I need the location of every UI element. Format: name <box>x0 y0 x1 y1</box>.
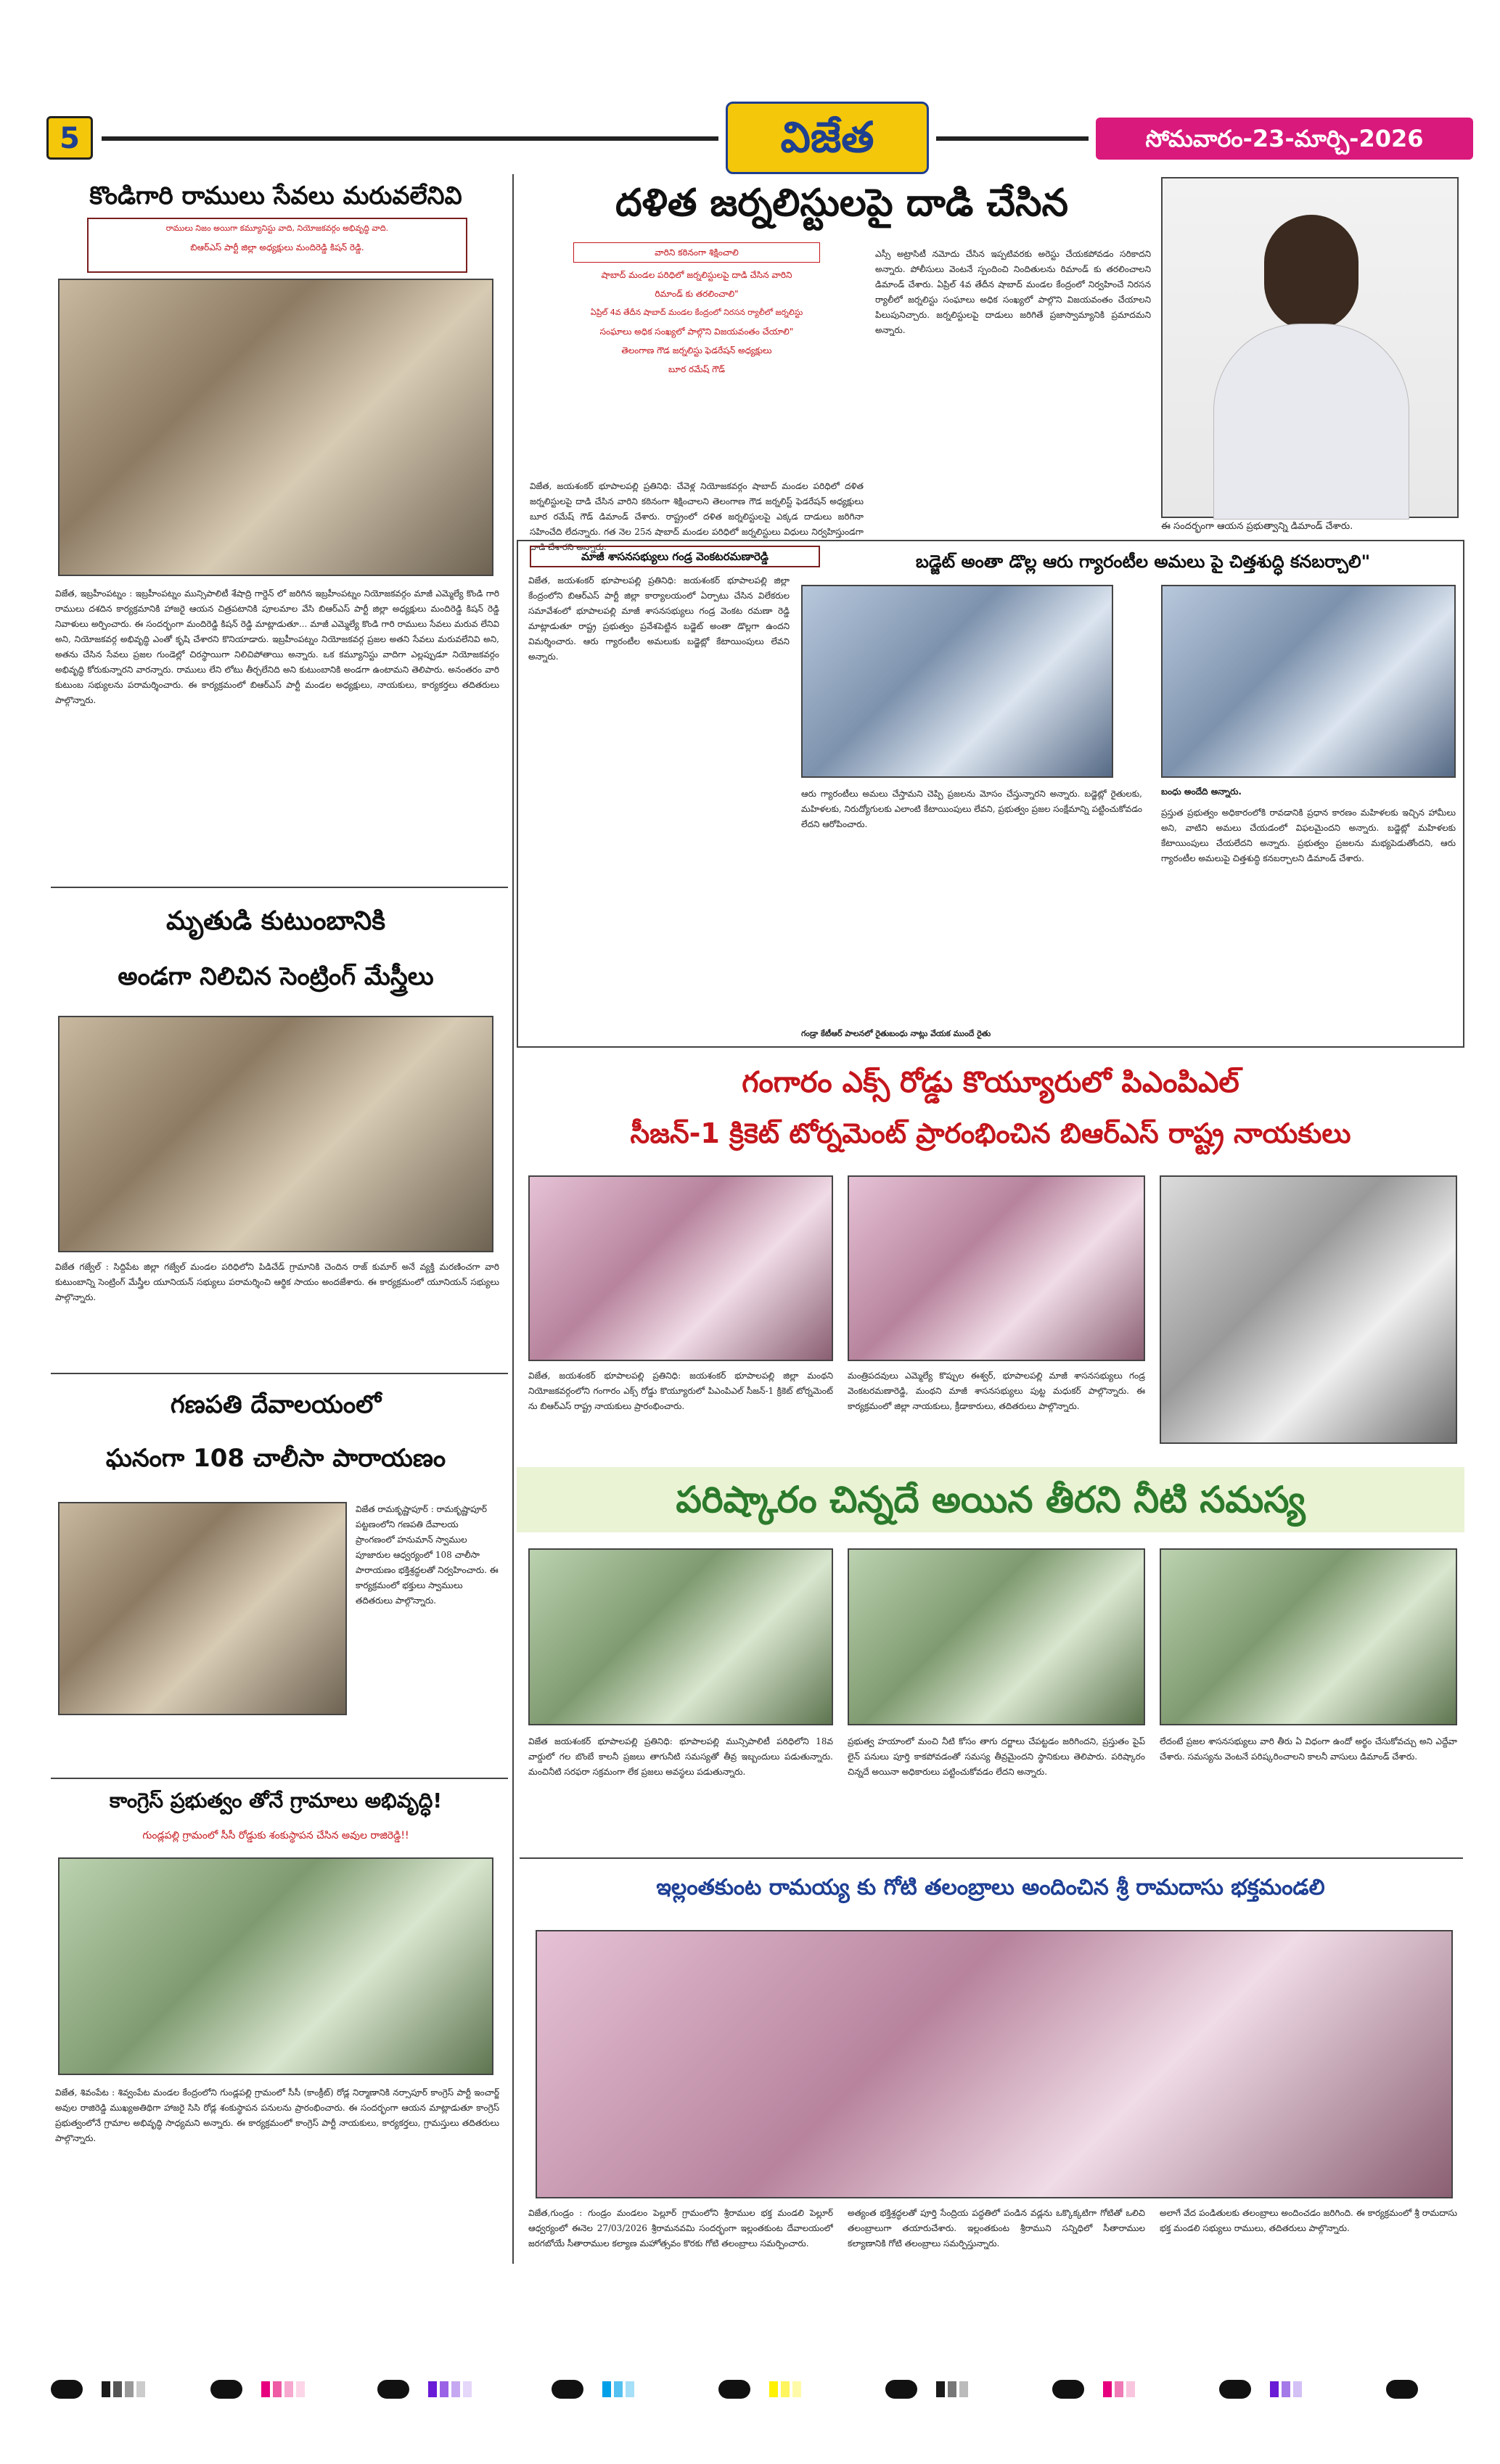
story1-subhead-line1: రాములు నిజం అయిగా కమ్యూనిస్టు వాది, నియోజకవర్గం అభివృద్ధి వాది. <box>165 223 389 233</box>
swatch <box>1270 2381 1279 2397</box>
top-sub-line-2: షాబాద్ మండల పరిధిలో జర్నలిస్టులపై దాడి చేసిన వారిని <box>601 270 792 280</box>
issue-date: సోమవారం-23-మార్చి-2026 <box>1145 125 1424 152</box>
swatch <box>1126 2381 1135 2397</box>
top-sub-line-5: సంఘాలు అధిక సంఖ్యలో పాల్గొని విజయవంతం చేయాలి" <box>599 327 794 337</box>
story1-subhead-box <box>87 218 467 273</box>
budget-photo-2 <box>1161 585 1456 778</box>
water-body-col1: విజేత జయశంకర్ భూపాలపల్లి ప్రతినిధి: భూపాలపల్లి మున్సిపాలిటీ పరిధిలోని 18వ వార్డులో గల బొంబే కాలనీ ప్రజలు తాగునీటి సమస్యతో తీవ్ర ఇబ్బందులు పడుతున్నారు. మంచినీటి సరఫరా సక్రమంగా లేక ప్రజలు అవస్థలు పడుతున్నారు. <box>528 1736 833 1777</box>
registration-mark <box>718 2380 750 2399</box>
swatch <box>626 2381 634 2397</box>
registration-mark <box>377 2380 409 2399</box>
budget-body-col1: విజేత, జయశంకర్ భూపాలపల్లి ప్రతినిధి: జయశంకర్ భూపాలపల్లి జిల్లా కేంద్రంలోని బిఆర్ఎస్ పార్టీ జిల్లా కార్యాలయంలో ఏర్పాటు చేసిన విలేకరుల సమావేశంలో భూపాలపల్లి మాజీ శాసనసభ్యులు గండ్ర వెంకట రమణా రెడ్డి మాట్లాడుతూ రాష్ట్ర ప్రభుత్వం ప్రవేశపెట్టిన బడ్జెట్ అంతా డొల్లగా ఉందని విమర్శించారు. ఆరు గ్యారంటీల అమలుకు బడ్జెట్లో కేటాయింపులు లేవని అన్నారు. <box>528 575 790 662</box>
water-photo-1 <box>528 1548 833 1725</box>
top-body-col2: ఎస్సీ అట్రాసిటీ నమోదు చేసిన ఇప్పటివరకు అరెస్టు చేయకపోవడం సరికాదని అన్నారు. పోలీసులు వెంటనే స్పందించి నిందితులను రిమాండ్ కు తరలించాలని డిమాండ్ చేశారు. ఏప్రిల్ 4వ తేదీన షాబాద్ మండల కేంద్రంలో నిర్వహించే నిరసన ర్యాలీలో జర్నలిస్టు సంఘాలు అధిక సంఖ్యలో పాల్గొని విజయవంతం చేయాలని పిలుపునిచ్చారు. జర్నలిస్టులపై దాడులు జరిగితే ప్రజాస్వామ్యానికి ప్రమాదమని అన్నారు. <box>875 249 1151 335</box>
registration-mark <box>885 2380 917 2399</box>
temple-body-col3: అలాగే వేద పండితులకు తలంబ్రాలు అందించడం జరిగింది. ఈ కార్యక్రమంలో శ్రీ రామదాసు భక్త మండలి సభ్యులు రాములు, తదితరులు పాల్గొన్నారు. <box>1160 2208 1457 2233</box>
date-bar <box>1096 118 1473 160</box>
swatch <box>125 2381 134 2397</box>
swatch <box>614 2381 623 2397</box>
budget-body-col2: ఆరు గ్యారంటీలు అమలు చేస్తామని చెప్పి ప్రజలను మోసం చేస్తున్నారని అన్నారు. బడ్జెట్లో రైతులకు, మహిళలకు, నిరుద్యోగులకు ఎలాంటి కేటాయింపులు లేవని, ప్రభుత్వం ప్రజల సంక్షేమాన్ని పట్టించుకోవడం లేదని ఆరోపించారు. <box>801 789 1142 829</box>
water-body-col2: ప్రభుత్వ హయాంలో మంచి నీటి కోసం తాగు దర్జాలు చేపట్టడం జరిగిందని, ప్రస్తుతం పైప్ లైన్ పనులు పూర్తి కాకపోవడంతో సమస్య తీవ్రమైందని స్థానికులు తెలిపారు. పరిష్కారం చిన్నదే అయినా అధికారులు పట్టించుకోవడం లేదని అన్నారు. <box>848 1736 1145 1777</box>
rule-left-3 <box>51 1778 508 1779</box>
budget-photo-1 <box>801 585 1113 778</box>
budget-photo-caption-small: గండ్రా కేటీఆర్ పాలనలో రైతుబంధు నాట్లు వేయక ముందే రైతు <box>801 1029 991 1038</box>
story4-subhead-box <box>58 1823 493 1849</box>
story1-headline: కొండిగారి రాములు సేవలు మరువలేనివి <box>89 181 462 210</box>
swatch <box>781 2381 790 2397</box>
swatch <box>769 2381 778 2397</box>
top-portrait-caption: ఈ సందర్భంగా ఆయన ప్రభుత్వాన్ని డిమాండ్ చేశారు. <box>1161 521 1353 532</box>
top-subhead-box <box>530 239 864 485</box>
story4-photo <box>58 1857 493 2075</box>
swatch <box>959 2381 968 2397</box>
cricket-headline-line2: సీజన్-1 క్రికెట్ టోర్నమెంట్ ప్రారంభించిన బిఆర్ఎస్ రాష్ట్ర నాయకులు <box>630 1117 1351 1149</box>
top-headline: దళిత జర్నలిస్టులపై దాడి చేసిన <box>615 181 1068 225</box>
swatch <box>136 2381 145 2397</box>
story3-body: విజేత రామకృష్ణాపూర్ : రామకృష్ణాపూర్ పట్టణంలోని గణపతి దేవాలయ ప్రాంగణంలో హనుమాన్ స్వాముల పూజారుల ఆధ్వర్యంలో 108 చాలీసా పారాయణం భక్తిశ్రద్ధలతో నిర్వహించారు. ఈ కార్యక్రమంలో భక్తులు స్వాములు తదితరులు పాల్గొన్నారు. <box>356 1504 499 1606</box>
temple-body-col1: విజేత,గుండ్రం : గుండ్రం మండలం పెల్లూర్ గ్రామంలోని శ్రీరాముల భక్త మండలి పెల్లూర్ ఆధ్వర్యంలో ఈనెల 27/03/2026 శ్రీరామనవమి సందర్భంగా ఇల్లంతకుంట దేవాలయంలో జరగబోయే సీతారాముల కల్యాణ మహోత్సవం కొరకు గోటి తలంబ్రాలు సమర్పించారు. <box>528 2208 833 2249</box>
story3-headline-line1: గణపతి దేవాలయంలో <box>170 1390 382 1419</box>
swatch <box>948 2381 956 2397</box>
story4-body: విజేత, శివంపేట : శివ్వంపేట మండల కేంద్రంలోని గుండ్లపల్లి గ్రామంలో సీసీ (కాంక్రీట్) రోడ్ల నిర్మాణానికి నర్సాపూర్ కాంగ్రెస్ పార్టీ ఇంచార్జ్ అవుల రాజిరెడ్డి ముఖ్యఅతిథిగా హాజరై సిసి రోడ్ల శంకుస్థాపన పనులను ప్రారంభించారు. ఈ సందర్భంగా ఆయన మాట్లాడుతూ కాంగ్రెస్ ప్రభుత్వంలోనే గ్రామాల అభివృద్ధి సాధ్యమని అన్నారు. ఈ కార్యక్రమంలో కాంగ్రెస్ పార్టీ నాయకులు, కార్యకర్తలు, గ్రామస్తులు తదితరులు పాల్గొన్నారు. <box>55 2087 499 2143</box>
story4-subhead: గుండ్లపల్లి గ్రామంలో సీసీ రోడ్డుకు శంకుస్థాపన చేసిన అవుల రాజిరెడ్డి!! <box>142 1830 409 1841</box>
top-portrait <box>1161 177 1459 518</box>
swatch <box>113 2381 122 2397</box>
rule-left-1 <box>51 887 508 888</box>
top-sub-line-4: ఏప్రిల్ 4వ తేదీన షాబాద్ మండల కేంద్రంలో నిరసన ర్యాలీలో జర్నలిస్టు <box>590 308 803 317</box>
budget-reporter-tag: మాజీ శాసనసభ్యులు గండ్ర వెంకటరమణారెడ్డి <box>530 546 820 567</box>
portrait-figure-head <box>1264 215 1358 331</box>
swatch <box>936 2381 945 2397</box>
swatch <box>1293 2381 1302 2397</box>
rule-water <box>520 1857 1463 1859</box>
header-rule-left <box>102 136 718 141</box>
top-body-col1: విజేత, జయశంకర్ భూపాలపల్లి ప్రతినిధి: చేవెళ్ల నియోజకవర్గం షాబాద్ మండల పరిధిలో దళిత జర్నలిస్టులపై దాడి చేసిన వారిని కఠినంగా శిక్షించాలని తెలంగాణ గౌడ జర్నలిస్ట్ ఫెడరేషన్ అధ్యక్షులు బూర రమేష్ గౌడ్ డిమాండ్ చేశారు. రాష్ట్రంలో దళిత జర్నలిస్టులపై ఎక్కడ దాడులు జరిగినా సహించేది లేదన్నారు. గత నెల 25న షాబాద్ మండల పరిధిలో జర్నలిస్టులు విధులు నిర్వహిస్తుండగా దాడి చేశారని అన్నారు. <box>530 481 864 552</box>
registration-mark <box>552 2380 583 2399</box>
cricket-body-col2: మంత్రిపదవులు ఎమ్మెల్యే కొప్పుల ఈశ్వర్, భూపాలపల్లి మాజీ శాసనసభ్యులు గండ్ర వెంకటరమణారెడ్డి, మంథని మాజీ శాసనసభ్యులు పుట్ట మధుకర్ పాల్గొన్నారు. ఈ కార్యక్రమంలో జిల్లా నాయకులు, క్రీడాకారులు, తదితరులు పాల్గొన్నారు. <box>848 1371 1145 1411</box>
masthead-title: విజేత <box>780 112 874 162</box>
swatch <box>1115 2381 1123 2397</box>
top-sub-line-1: వారిని కఠినంగా శిక్షించాలి <box>573 242 820 263</box>
story1-body: విజేత, ఇబ్రహీంపట్నం : ఇబ్రహీంపట్నం మున్సిపాలిటీ శేషాద్రి గార్డెన్ లో జరిగిన ఇబ్రహీంపట్నం నియోజకవర్గం మాజీ ఎమ్మెల్యే కొండి గారి రాములు దశదిన కార్యక్రమానికి హాజరై ఆయన చిత్రపటానికి పూలమాల వేసి బిఆర్ఎస్ పార్టీ జిల్లా అధ్యక్షులు మందిరెడ్డి కిషన్ రెడ్డి నివాళులు అర్పించారు. ఈ సందర్భంగా మందిరెడ్డి కిషన్ రెడ్డి మాట్లాడుతూ... మాజీ ఎమ్మెల్యే కొండి గారి రాములు సేవలు మరువ లేనివి అని, నియోజకవర్గ అభివృద్ధి ఎంతో కృషి చేశారని కొనియాడారు. ఇబ్రహీంపట్నం నియోజకవర్గ ప్రజల అతని సేవలు మరువలేనివి అని, అతను చేసిన సేవలు ప్రజల గుండెల్లో చిరస్థాయిగా నిలిచిపోతాయి అన్నారు. ఒక కమ్యూనిస్టు వాదిగా ఎల్లప్పుడూ నియోజకవర్గం అభివృద్ధి కోరుకున్నారని వారన్నారు. రాములు లేని లోటు తీర్చలేనిది అని కుటుంబానికి అండగా ఉంటామని తెలిపారు. అనంతరం వారి కుటుంబ సభ్యులను పరామర్శించారు. ఈ కార్యక్రమంలో బిఆర్ఎస్ పార్టీ మండల అధ్యక్షులు, నాయకులు, కార్యకర్తలు తదితరులు పాల్గొన్నారు. <box>55 588 499 705</box>
cricket-headline-line1: గంగారం ఎక్స్ రోడ్డు కొయ్యూరులో పిఎంపిఎల్ <box>742 1066 1239 1099</box>
top-sub-line-6: తెలంగాణ గౌడ జర్నలిస్టు ఫెడరేషన్ అధ్యక్షులు <box>621 345 772 356</box>
cricket-photo-1 <box>528 1175 833 1361</box>
swatch <box>284 2381 293 2397</box>
water-photo-2 <box>848 1548 1145 1725</box>
swatch <box>463 2381 472 2397</box>
temple-body-col2: అత్యంత భక్తిశ్రద్ధలతో పూర్తి సేంద్రియ పద్ధతిలో పండిన వడ్లను ఒక్కొక్కటిగా గోటితో ఒలిచి తలంబ్రాలుగా తయారుచేశారు. ఇల్లంతకుంట శ్రీరాముని సన్నిధిలో సీతారాముల కల్యాణానికి గోటి తలంబ్రాలు సమర్పిస్తున్నారు. <box>848 2208 1145 2249</box>
cricket-photo-2 <box>848 1175 1145 1361</box>
top-sub-line-7: బూర రమేష్ గౌడ్ <box>668 364 725 374</box>
water-headline: పరిష్కారం చిన్నదే అయిన తీరని నీటి సమస్య <box>676 1479 1306 1521</box>
budget-body-col3: ప్రస్తుత ప్రభుత్వం అధికారంలోకి రావడానికి ప్రధాన కారణం మహిళలకు ఇచ్చిన హామీలు అని, వాటిని అమలు చేయడంలో విఫలమైందని అన్నారు. బడ్జెట్లో మహిళలకు కేటాయింపులు చేయలేదని అన్నారు. ప్రభుత్వం ప్రజలను మభ్యపెడుతోందని, ఆరు గ్యారంటీల అమలుపై చిత్తశుద్ధి కనబర్చాలని డిమాండ్ చేశారు. <box>1161 808 1456 863</box>
registration-mark <box>1052 2380 1084 2399</box>
story3-headline-line2: ఘనంగా 108 చాలీసా పారాయణం <box>105 1444 446 1473</box>
temple-headline: ఇల్లంతకుంట రామయ్య కు గోటి తలంబ్రాలు అందించిన శ్రీ రామదాసు భక్తమండలి <box>656 1875 1325 1900</box>
masthead <box>726 102 929 174</box>
story4-headline: కాంగ్రెస్ ప్రభుత్వం తోనే గ్రామాలు అభివృద్ధి! <box>109 1789 443 1812</box>
story1-photo <box>58 279 493 576</box>
registration-mark <box>1219 2380 1251 2399</box>
registration-mark <box>210 2380 242 2399</box>
swatch <box>273 2381 282 2397</box>
story1-subhead-line2: బిఆర్ఎస్ పార్టీ జిల్లా అధ్యక్షులు మందిరెడ్డి కిషన్ రెడ్డి. <box>190 242 364 252</box>
swatch <box>1282 2381 1290 2397</box>
column-rule-left <box>512 174 514 2264</box>
water-photo-3 <box>1160 1548 1457 1725</box>
story3-photo <box>58 1502 347 1715</box>
swatch <box>451 2381 460 2397</box>
registration-mark <box>1386 2380 1418 2399</box>
page-number-badge <box>46 116 93 160</box>
swatch <box>102 2381 110 2397</box>
header-rule-right <box>936 136 1089 141</box>
rule-left-2 <box>51 1373 508 1374</box>
swatch <box>792 2381 801 2397</box>
cricket-body-col1: విజేత, జయశంకర్ భూపాలపల్లి ప్రతినిధి: జయశంకర్ భూపాలపల్లి జిల్లా మంథని నియోజకవర్గంలోని గంగారం ఎక్స్ రోడ్డు కొయ్యూరులో పిఎంపిఎల్ సీజన్-1 క్రికెట్ టోర్నమెంట్ ను బిఆర్ఎస్ రాష్ట్ర నాయకులు ప్రారంభించారు. <box>528 1371 833 1411</box>
swatch <box>602 2381 611 2397</box>
registration-mark <box>51 2380 83 2399</box>
story2-headline-line2: అండగా నిలిచిన సెంట్రింగ్ మేస్త్రీలు <box>118 962 434 991</box>
swatch <box>440 2381 448 2397</box>
water-body-col3: లేదంటే ప్రజల శాసనసభ్యులు వారి తీరు ఏ విధంగా ఉందో అర్థం చేసుకోవచ్చు అని ఎద్దేవా చేశారు. సమస్యను వెంటనే పరిష్కరించాలని కాలనీ వాసులు డిమాండ్ చేశారు. <box>1160 1736 1457 1762</box>
swatch <box>261 2381 270 2397</box>
swatch <box>428 2381 437 2397</box>
budget-body-col3-intro: బంధు అందేది అన్నారు. <box>1161 787 1242 797</box>
budget-headline: బడ్జెట్ అంతా డొల్ల ఆరు గ్యారంటీల అమలు పై చిత్తశుద్ధి కనబర్చాలి" <box>915 551 1371 572</box>
swatch <box>1103 2381 1112 2397</box>
story2-headline-line1: మృతుడి కుటుంబానికి <box>165 906 385 936</box>
portrait-figure-body <box>1213 324 1409 520</box>
story2-photo <box>58 1016 493 1252</box>
top-sub-line-3: రిమాండ్ కు తరలించాలి" <box>655 289 739 299</box>
cricket-photo-3 <box>1160 1175 1457 1444</box>
temple-photo <box>536 1930 1453 2198</box>
story2-body: విజేత గజ్వేల్ : సిద్దిపేట జిల్లా గజ్వేల్ మండల పరిధిలోని పిడిచేడ్ గ్రామానికి చెందిన రాజ్ కుమార్ అనే వ్యక్తి మరణించగా వారి కుటుంబాన్ని సెంట్రింగ్ మేస్త్రీల యూనియన్ సభ్యులు పరామర్శించి ఆర్థిక సాయం అందజేశారు. ఈ కార్యక్రమంలో యూనియన్ సభ్యులు పాల్గొన్నారు. <box>55 1262 499 1302</box>
page-number: 5 <box>60 122 80 155</box>
swatch <box>296 2381 305 2397</box>
